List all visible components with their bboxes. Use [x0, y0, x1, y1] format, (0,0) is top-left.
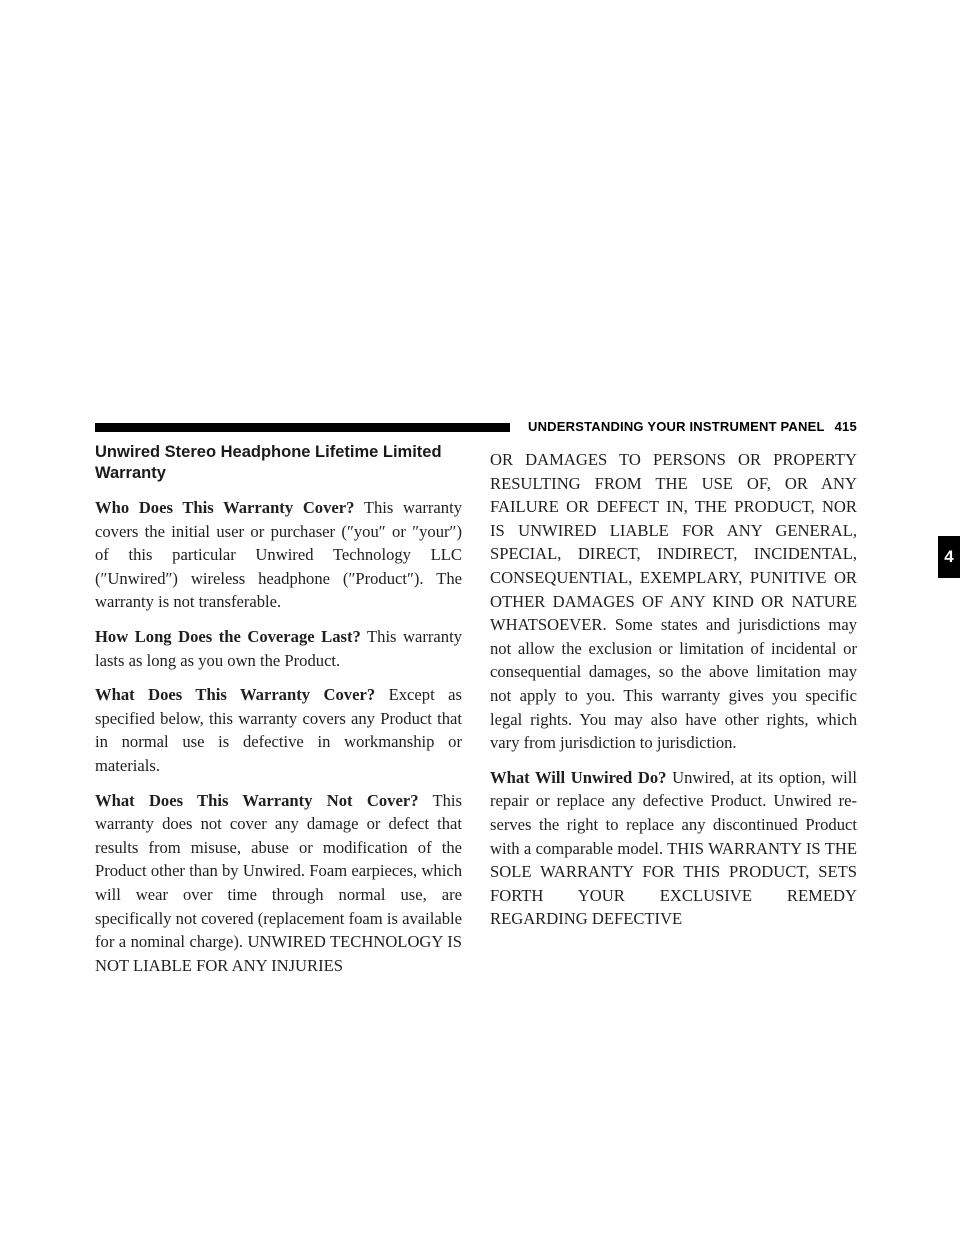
paragraph-what-covered	[95, 683, 462, 777]
paragraph-text: This warranty does not cover any damage or defect that results from misuse, abuse or modification of the Product other than by Unwired. Foam earpieces, which will wear over time through normal use, are specifically not covered (replacement foam is available for a nominal charge). UNWIRED TECHNOLOGY IS NOT LIABLE FOR ANY INJURIES	[95, 790, 463, 975]
question-label: What Does This Warranty Not Cover?	[95, 790, 419, 810]
question-label: Who Does This Warranty Cover?	[95, 498, 355, 517]
paragraph-text: OR DAMAGES TO PERSONS OR PROPERTY RESULTING FROM THE USE OF, OR ANY FAILURE OR DEFECT IN, THE PRODUCT, NOR IS UNWIRED LIABLE FOR ANY GENERAL, SPECIAL, DIRECT, INDIRECT, INCIDENTAL, CONSEQUENTIAL, EXEMPLARY, PUNITIVE OR OTHER DAMAGES OF ANY KIND OR NATURE WHATSOEVER. Some states and jurisdictions may not allow the exclusion or limitation of incidental or consequential damages, so the above limitation may not apply to you. This warranty gives you specific legal rights. You may also have other rights, which vary from jurisdiction to jurisdiction.	[490, 450, 857, 753]
header-title: UNDERSTANDING YOUR INSTRUMENT PANEL	[528, 419, 825, 434]
paragraph-text: This warranty covers the initial user or purchaser (″you″ or ″your″) of this particular Unwired Technology LLC (″Unwired″) wireless headphone (″Product″). The warranty is not transferable.	[95, 498, 462, 612]
paragraph-liability	[490, 448, 857, 755]
page-number: 415	[834, 419, 857, 434]
paragraph-who-covered	[95, 496, 462, 614]
right-column	[490, 448, 857, 942]
question-label: How Long Does the Coverage Last?	[95, 626, 361, 646]
paragraph-what-unwired-does	[490, 766, 857, 931]
question-label: What Does This Warranty Cover?	[95, 685, 376, 705]
header-rule	[95, 423, 510, 432]
question-label: What Will Unwired Do?	[490, 767, 667, 787]
paragraph-text: This warranty lasts as long as you own the Product.	[95, 626, 462, 670]
running-header	[528, 418, 857, 436]
section-title: Unwired Stereo Headphone Lifetime Limited Warranty	[95, 443, 442, 482]
paragraph-not-covered	[95, 789, 462, 978]
left-column	[95, 442, 462, 988]
paragraph-text: Except as specified below, this warranty covers any Product that in normal use is defective in workmanship or materials.	[95, 685, 462, 775]
chapter-tab: 4	[938, 536, 960, 578]
paragraph-text: Unwired, at its option, will repair or replace any defective Product. Unwired reserves the right to replace any discontinued Product with a comparable model. THIS WARRANTY IS THE SOLE WARRANTY FOR THIS PRODUCT, SETS FORTH YOUR EXCLUSIVE REMEDY REGARDING DEFECTIVE	[490, 767, 857, 929]
paragraph-coverage-length	[95, 625, 462, 672]
